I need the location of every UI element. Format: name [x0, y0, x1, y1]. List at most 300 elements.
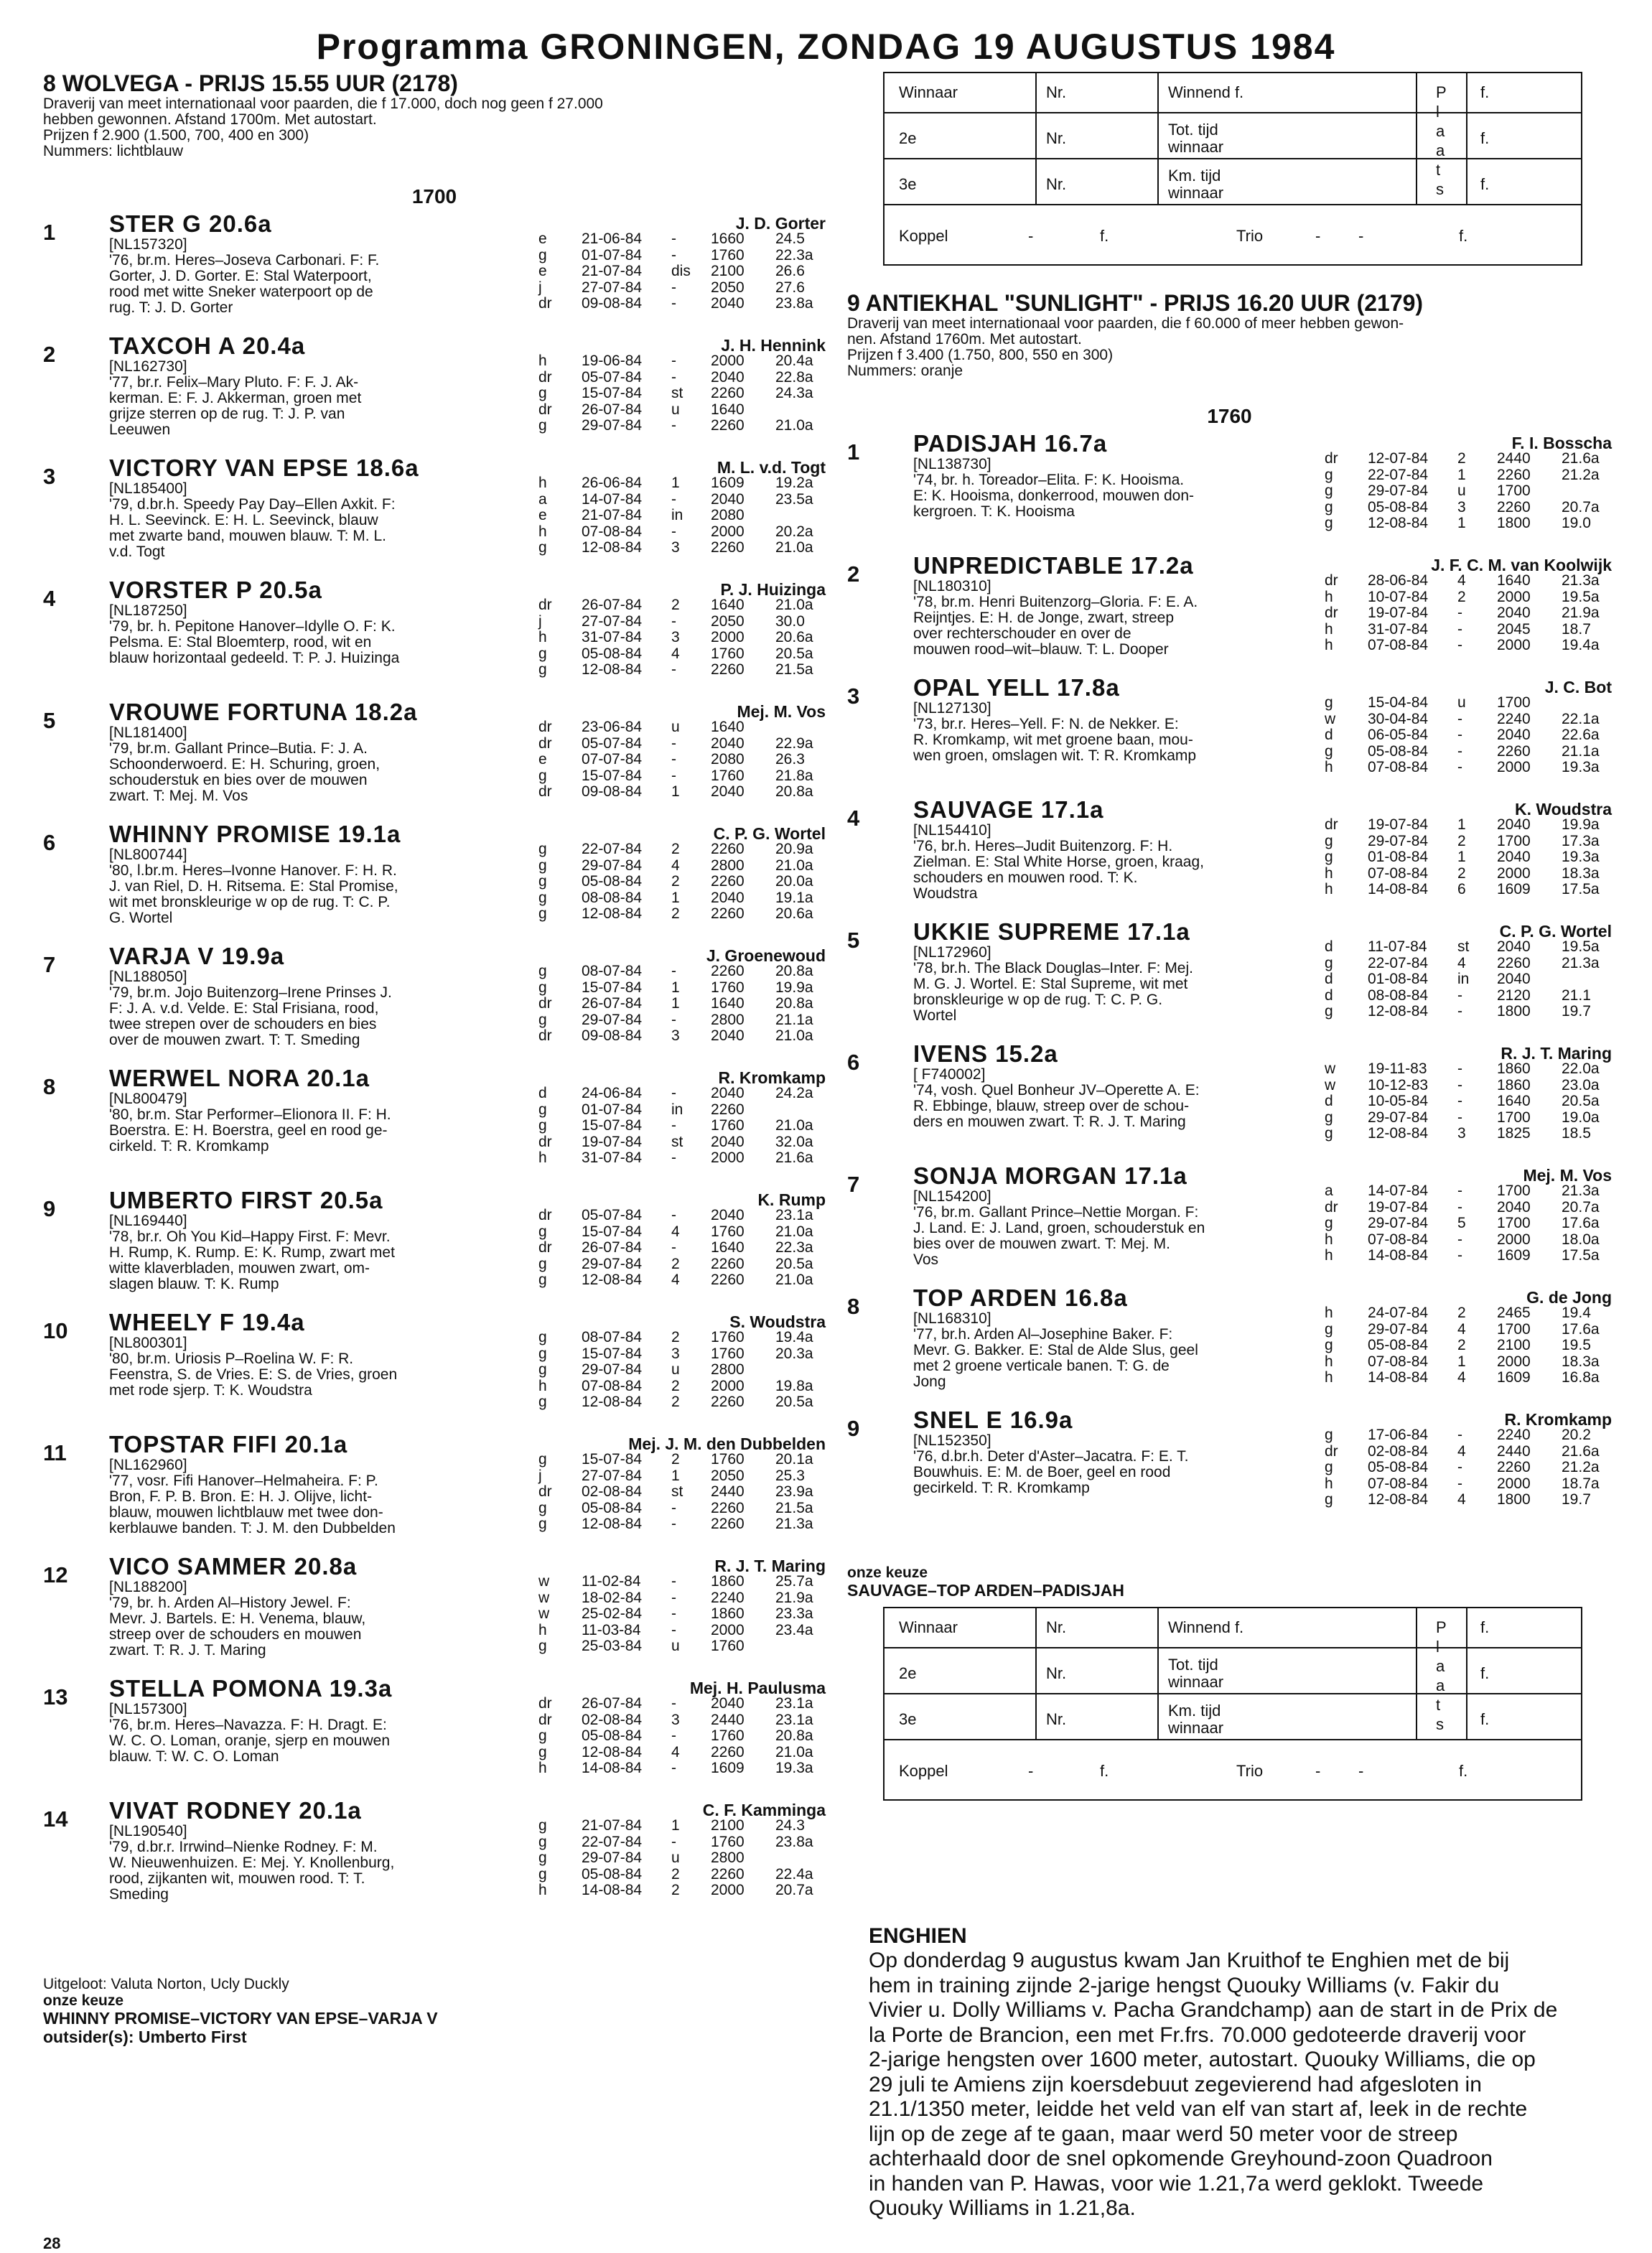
run-time: 20.8a: [775, 963, 813, 979]
run-date: 07-08-84: [582, 523, 643, 540]
run-distance: 1860: [711, 1573, 745, 1590]
horse-description-line: '78, br.h. The Black Douglas–Inter. F: Mej.: [913, 960, 1193, 976]
horse-recent-runs: [538, 1574, 826, 1655]
run-date: 19-11-83: [1368, 1060, 1427, 1077]
run-date: 18-02-84: [582, 1589, 643, 1606]
table-label-tot-tijd: Tot. tijd: [1168, 1656, 1218, 1674]
run-date: 05-08-84: [1368, 1459, 1429, 1475]
run-date: 26-07-84: [582, 401, 643, 418]
run-time: 21.9a: [1562, 605, 1600, 621]
table-row-line: [885, 158, 1581, 159]
run-distance: 2040: [711, 1695, 745, 1712]
run-row: [538, 1224, 826, 1241]
run-row: [1325, 695, 1612, 712]
run-time: 25.7a: [775, 1573, 813, 1590]
run-date: 02-08-84: [582, 1711, 643, 1728]
run-track: g: [538, 1833, 547, 1850]
horse-description-line: Zielman. E: Stal White Horse, groen, kraag,: [913, 854, 1204, 870]
run-track: h: [1325, 1247, 1333, 1264]
horse-number: 6: [43, 830, 56, 855]
run-distance: 2040: [1497, 605, 1531, 621]
horse-driver: K. Woudstra: [1514, 800, 1612, 818]
run-time: 24.3a: [775, 385, 813, 401]
table-column-line: [1035, 1608, 1037, 1740]
horse-entry: [43, 1798, 826, 1906]
horse-description-line: [NL154410]: [913, 822, 991, 839]
run-date: 05-07-84: [582, 1207, 643, 1223]
run-date: 29-07-84: [582, 1011, 643, 1028]
run-row: [538, 1867, 826, 1883]
run-place: -: [1457, 727, 1462, 743]
horse-name: SNEL E 16.9a: [913, 1407, 1073, 1433]
run-track: g: [1325, 482, 1333, 499]
run-date: 29-07-84: [1368, 1215, 1429, 1231]
run-track: g: [538, 1255, 547, 1272]
run-row: [1325, 1078, 1612, 1094]
run-row: [538, 1638, 826, 1655]
run-track: w: [538, 1573, 550, 1590]
horse-driver: C. P. G. Wortel: [713, 824, 826, 843]
race-info-line: hebben gewonnen. Afstand 1700m. Met autostart.: [43, 111, 377, 128]
run-distance: 2040: [711, 1085, 745, 1101]
table-dash: -: [1358, 227, 1364, 245]
table-label-km-tijd: Km. tijd: [1168, 1702, 1221, 1720]
horse-description-line: Gorter, J. D. Gorter. E: Stal Waterpoort,: [109, 268, 372, 284]
horse-description-line: [NL162960]: [109, 1457, 187, 1473]
run-place: 2: [1457, 450, 1466, 467]
run-row: [538, 719, 826, 736]
table-row-line: [885, 1647, 1581, 1648]
run-distance: 2800: [711, 1849, 745, 1866]
run-time: 21.3a: [1562, 954, 1600, 971]
run-row: [538, 1028, 826, 1045]
run-time: 18.5: [1562, 1125, 1591, 1142]
run-distance: 2040: [1497, 816, 1531, 833]
run-row: [1325, 1476, 1612, 1493]
run-track: g: [1325, 1491, 1333, 1508]
run-row: [1325, 971, 1612, 988]
run-track: g: [538, 979, 547, 996]
run-track: dr: [538, 995, 552, 1012]
horse-main: [913, 1041, 1337, 1130]
horse-number: 1: [847, 439, 860, 465]
horse-name: VICTORY VAN EPSE 18.6a: [109, 454, 419, 481]
run-date: 06-05-84: [1368, 727, 1429, 743]
run-time: 20.7a: [1562, 1198, 1600, 1216]
run-row: [538, 1330, 826, 1346]
horse-description-line: H. L. Seevinck. E: H. L. Seevinck, blauw: [109, 512, 378, 528]
horse-driver: R. Kromkamp: [718, 1068, 826, 1087]
horse-description-line: '77, vosr. Fifi Hanover–Helmaheira. F: P.: [109, 1473, 378, 1489]
run-distance: 2000: [711, 1149, 745, 1166]
run-row: [538, 646, 826, 663]
run-place: 4: [1457, 1491, 1466, 1508]
run-row: [1325, 849, 1612, 866]
run-distance: 1700: [1497, 832, 1531, 849]
run-row: [538, 1208, 826, 1224]
horse-name: VROUWE FORTUNA 18.2a: [109, 699, 418, 725]
run-time: 18.7: [1562, 620, 1591, 638]
horse-description-line: Smeding: [109, 1886, 169, 1903]
horse-description-line: [NL127130]: [913, 700, 991, 717]
horse-description-line: [NL190540]: [109, 1823, 187, 1839]
horse-number: 4: [847, 806, 860, 831]
run-date: 15-07-84: [582, 1451, 643, 1468]
table-label-f: f.: [1480, 1618, 1490, 1636]
horse-main: [109, 1432, 533, 1536]
run-distance: 2040: [1497, 938, 1531, 955]
run-distance: 2000: [1497, 637, 1531, 653]
run-track: dr: [1325, 572, 1338, 589]
run-date: 07-08-84: [1368, 759, 1429, 775]
run-row: [1325, 451, 1612, 467]
horse-description-line: ders en mouwen zwart. T: R. J. T. Maring: [913, 1114, 1186, 1130]
run-row: [538, 1696, 826, 1712]
run-row: [1325, 1322, 1612, 1338]
run-distance: 1640: [1497, 572, 1531, 589]
horse-description-line: H. Rump, K. Rump. E: K. Rump, zwart met: [109, 1244, 395, 1261]
run-row: [538, 1086, 826, 1102]
horse-description-line: twee strepen over de schouders en bies: [109, 1016, 377, 1032]
horse-entry: [43, 943, 826, 1051]
run-place: 2: [671, 1377, 680, 1394]
horse-name: WHEELY F 19.4a: [109, 1309, 305, 1335]
run-time: 20.2: [1562, 1427, 1591, 1443]
horse-main: [109, 455, 533, 560]
horse-entry: [43, 577, 826, 685]
race-info-line: nen. Afstand 1760m. Met autostart.: [847, 331, 1082, 347]
horse-driver: J. H. Hennink: [721, 336, 826, 355]
race9-info: [847, 316, 1612, 379]
table-label-f: f.: [1459, 227, 1468, 245]
horse-description-line: W. C. O. Loman, oranje, sjerp en mouwen: [109, 1732, 391, 1749]
run-row: [538, 1574, 826, 1590]
run-place: u: [671, 401, 680, 418]
horse-description-line: met zwarte band, mouwen blauw. T: M. L.: [109, 528, 386, 544]
horse-description-line: Mevr. G. Bakker. E: Stal de Alde Slus, geel: [913, 1342, 1198, 1358]
run-distance: 2260: [711, 1743, 745, 1760]
run-date: 08-07-84: [582, 1329, 643, 1345]
table-label-f: f.: [1480, 129, 1490, 147]
run-row: [538, 1379, 826, 1395]
table-column-line: [1466, 1608, 1467, 1740]
run-distance: 1860: [711, 1605, 745, 1622]
run-time: 20.0a: [775, 873, 813, 890]
run-row: [538, 736, 826, 752]
run-date: 14-07-84: [1368, 1183, 1429, 1199]
horse-description-line: '80, l.br.m. Heres–Ivonne Hanover. F: H. R.: [109, 862, 397, 879]
run-track: d: [1325, 727, 1333, 743]
run-date: 17-06-84: [1368, 1427, 1429, 1443]
run-distance: 2100: [711, 1817, 745, 1834]
horse-main: [109, 943, 533, 1048]
run-track: g: [538, 889, 547, 906]
run-row: [538, 1516, 826, 1533]
run-date: 15-07-84: [582, 1345, 643, 1362]
run-track: g: [1325, 515, 1333, 531]
run-date: 12-08-84: [582, 905, 643, 922]
horse-description-line: '73, br.r. Heres–Yell. F: N. de Nekker. E:: [913, 716, 1179, 732]
run-time: 19.2a: [775, 475, 813, 491]
table-label-trio: Trio: [1236, 227, 1264, 245]
run-time: 20.5a: [775, 645, 813, 662]
horse-driver: J. C. Bot: [1544, 678, 1612, 696]
run-row: [1325, 1338, 1612, 1354]
run-date: 26-06-84: [582, 475, 643, 491]
table-row-line: [885, 204, 1581, 205]
article-line: 29 juli te Amiens zijn koersdebuut zegevierend had afgesloten in: [869, 2072, 1482, 2096]
run-distance: 2100: [1497, 1337, 1531, 1353]
run-place: 2: [671, 1255, 680, 1272]
run-track: g: [1325, 1427, 1333, 1443]
run-date: 21-07-84: [582, 507, 643, 523]
run-date: 11-07-84: [1368, 938, 1427, 955]
run-place: 4: [1457, 572, 1466, 589]
horse-description-line: v.d. Togt: [109, 544, 165, 560]
run-row: [538, 906, 826, 923]
article-line: Op donderdag 9 augustus kwam Jan Kruithof te Enghien met de bij: [869, 1949, 1510, 1972]
run-time: 30.0: [775, 612, 805, 630]
horse-name: VARJA V 19.9a: [109, 943, 285, 969]
run-row: [538, 1102, 826, 1119]
run-date: 05-08-84: [1368, 742, 1429, 760]
horse-description-line: '77, br.h. Arden Al–Josephine Baker. F:: [913, 1326, 1173, 1343]
run-place: -: [671, 734, 676, 752]
run-row: [1325, 1460, 1612, 1476]
run-date: 05-08-84: [582, 873, 643, 890]
run-place: -: [671, 1695, 676, 1712]
run-row: [538, 1883, 826, 1899]
run-track: h: [1325, 864, 1333, 882]
table-column-line: [1416, 73, 1417, 205]
run-date: 10-12-83: [1368, 1076, 1429, 1093]
run-time: 25.3: [775, 1467, 805, 1484]
run-distance: 2040: [711, 734, 745, 752]
run-time: 21.0a: [775, 1223, 813, 1240]
horse-recent-runs: [538, 964, 826, 1045]
table-label-winnaar-sub: winnaar: [1168, 184, 1224, 202]
run-row: [1325, 817, 1612, 834]
run-row: [538, 370, 826, 386]
run-distance: 2800: [711, 857, 745, 874]
horse-description-line: Bron, F. P. B. Bron. E: H. J. Olijve, licht-: [109, 1488, 373, 1505]
run-distance: 1609: [1497, 881, 1531, 897]
run-date: 07-08-84: [1368, 1231, 1429, 1248]
run-place: in: [671, 507, 683, 523]
run-date: 29-07-84: [1368, 482, 1429, 499]
run-track: dr: [538, 1711, 552, 1728]
run-track: g: [538, 1865, 547, 1883]
run-row: [1325, 467, 1612, 484]
run-date: 27-07-84: [582, 279, 643, 296]
run-row: [538, 353, 826, 370]
run-distance: 2000: [711, 353, 745, 369]
run-place: -: [671, 353, 676, 369]
run-track: g: [1325, 498, 1333, 516]
horse-description-line: [NL168310]: [913, 1310, 991, 1327]
run-time: 23.8a: [775, 1833, 813, 1850]
horse-driver: J. F. C. M. van Koolwijk: [1431, 556, 1612, 574]
horse-main: [109, 699, 533, 804]
run-distance: 2040: [711, 368, 745, 386]
run-track: e: [538, 263, 547, 279]
run-date: 22-07-84: [1368, 466, 1429, 483]
run-track: g: [1325, 1109, 1333, 1126]
horse-description-line: cirkeld. T: R. Kromkamp: [109, 1138, 269, 1155]
run-time: 18.3a: [1562, 1353, 1600, 1370]
horse-driver: S. Woudstra: [729, 1312, 826, 1331]
run-time: 19.3a: [1562, 759, 1600, 775]
table-label-winnend: Winnend f.: [1168, 1618, 1244, 1636]
run-time: 21.0a: [775, 1117, 813, 1134]
horse-recent-runs: [1325, 451, 1612, 532]
table-label-f: f.: [1480, 1664, 1490, 1682]
horse-description-line: '80, br.m. Uriosis P–Roelina W. F: R.: [109, 1351, 354, 1367]
run-place: u: [1457, 482, 1466, 499]
horse-description-line: [NL172960]: [913, 944, 991, 961]
run-date: 21-07-84: [582, 1817, 643, 1834]
horse-name: STER G 20.6a: [109, 210, 272, 237]
run-date: 09-08-84: [582, 1027, 643, 1044]
horse-driver: Mej. M. Vos: [1523, 1166, 1612, 1185]
run-distance: 1760: [711, 979, 745, 996]
table-label-plaats-letter: l: [1436, 1638, 1439, 1656]
run-date: 14-08-84: [582, 1760, 643, 1776]
run-time: 24.3: [775, 1817, 805, 1834]
run-time: 20.8a: [775, 783, 813, 800]
horse-description-line: '78, br.r. Oh You Kid–Happy First. F: Mevr.: [109, 1228, 391, 1245]
table-row-line: [885, 112, 1581, 113]
run-distance: 2040: [711, 889, 745, 906]
run-date: 05-08-84: [582, 645, 643, 662]
result-table: [883, 72, 1582, 266]
horse-number: 4: [43, 586, 56, 611]
table-label-koppel: Koppel: [899, 227, 948, 245]
horse-description-line: '74, vosh. Quel Bonheur JV–Operette A. E:: [913, 1082, 1200, 1098]
race9-keuze-label: onze keuze: [847, 1564, 928, 1581]
run-row: [538, 630, 826, 646]
horse-entry: [43, 333, 826, 441]
horse-description-line: Bouwhuis. E: M. de Boer, geel en rood: [913, 1464, 1171, 1480]
horse-driver: J. D. Gorter: [735, 214, 826, 233]
run-track: g: [1325, 466, 1333, 483]
run-place: -: [671, 523, 676, 540]
run-date: 08-08-84: [582, 889, 643, 906]
horse-recent-runs: [1325, 939, 1612, 1020]
run-place: -: [671, 1117, 676, 1134]
run-time: 17.5a: [1562, 881, 1600, 897]
article-heading: ENGHIEN: [869, 1924, 967, 1948]
run-date: 22-07-84: [582, 1833, 643, 1850]
run-track: g: [538, 1329, 547, 1345]
run-track: g: [538, 1638, 547, 1654]
run-track: g: [538, 385, 547, 401]
horse-description-line: '79, br.m. Gallant Prince–Butia. F: J. A.: [109, 740, 368, 757]
horse-main: [913, 919, 1337, 1024]
run-time: 18.3a: [1562, 864, 1600, 882]
run-time: 23.4a: [775, 1621, 813, 1638]
run-time: 19.4a: [775, 1329, 813, 1345]
run-date: 19-07-84: [1368, 1198, 1429, 1216]
run-place: -: [671, 1149, 676, 1166]
run-track: g: [538, 1849, 547, 1866]
run-date: 26-07-84: [582, 1239, 643, 1256]
horse-driver: Mej. M. Vos: [737, 702, 826, 721]
run-date: 19-07-84: [1368, 605, 1429, 621]
run-track: h: [538, 353, 547, 369]
article-line: lijn op de zege af te gaan, maar werd 50 meter voor de streep: [869, 2122, 1458, 2146]
horse-driver: Mej. J. M. den Dubbelden: [628, 1435, 826, 1453]
run-row: [538, 1134, 826, 1151]
run-place: st: [671, 385, 683, 401]
run-place: -: [671, 1727, 676, 1744]
horse-entry: [43, 455, 826, 563]
run-time: 21.0a: [775, 539, 813, 556]
table-label-f: f.: [1480, 175, 1490, 193]
run-time: 19.5: [1562, 1337, 1591, 1353]
horse-description-line: [NL188200]: [109, 1579, 187, 1595]
horse-description-line: '76, br.m. Heres–Navazza. F: H. Dragt. E:: [109, 1717, 387, 1733]
run-time: 23.3a: [775, 1605, 813, 1622]
run-date: 21-06-84: [582, 230, 643, 247]
run-time: 19.4a: [1562, 637, 1600, 653]
horse-main: [109, 821, 533, 926]
run-time: 22.3a: [775, 246, 813, 263]
run-row: [1325, 1370, 1612, 1386]
run-distance: 2260: [711, 1394, 745, 1410]
table-label-2e: 2e: [899, 1664, 917, 1682]
run-time: 19.1a: [775, 889, 813, 906]
horse-main: [913, 553, 1337, 658]
run-place: 3: [671, 629, 680, 645]
run-time: 21.3a: [775, 1516, 813, 1532]
run-distance: 1700: [1497, 482, 1531, 499]
run-place: -: [671, 1011, 676, 1028]
run-distance: 1760: [711, 1833, 745, 1850]
run-place: -: [671, 1207, 676, 1223]
run-distance: 2260: [711, 963, 745, 979]
run-time: 19.3a: [775, 1760, 813, 1776]
horse-driver: C. F. Kamminga: [702, 1801, 826, 1819]
run-place: -: [671, 1589, 676, 1606]
run-date: 11-03-84: [582, 1621, 641, 1638]
run-date: 15-07-84: [582, 979, 643, 996]
run-date: 12-08-84: [1368, 1125, 1429, 1142]
run-distance: 2040: [711, 1027, 745, 1044]
horse-description-line: Feenstra, S. de Vries. E: S. de Vries, groen: [109, 1366, 398, 1383]
horse-driver: F. I. Bosscha: [1511, 434, 1612, 452]
run-place: dis: [671, 263, 691, 279]
run-track: h: [538, 523, 547, 540]
run-track: dr: [1325, 605, 1338, 621]
run-place: 2: [671, 1451, 680, 1468]
horse-description-line: E: K. Hooisma, donkerrood, mouwen don-: [913, 488, 1195, 504]
horse-description-line: '79, d.br.h. Speedy Pay Day–Ellen Axkit. F:: [109, 496, 396, 513]
race-info-line: Nummers: oranje: [847, 363, 963, 379]
run-track: d: [538, 1085, 547, 1101]
horse-recent-runs: [1325, 1305, 1612, 1386]
run-distance: 2465: [1497, 1305, 1531, 1321]
horse-description-line: R. Kromkamp, wit met groene baan, mou-: [913, 732, 1193, 748]
run-row: [538, 614, 826, 630]
horse-description-line: [NL169440]: [109, 1213, 187, 1229]
run-track: h: [1325, 881, 1333, 897]
run-distance: 2000: [1497, 588, 1531, 605]
horse-main: [109, 1676, 533, 1765]
run-row: [538, 296, 826, 312]
run-distance: 1609: [1497, 1247, 1531, 1264]
run-track: g: [538, 1345, 547, 1362]
